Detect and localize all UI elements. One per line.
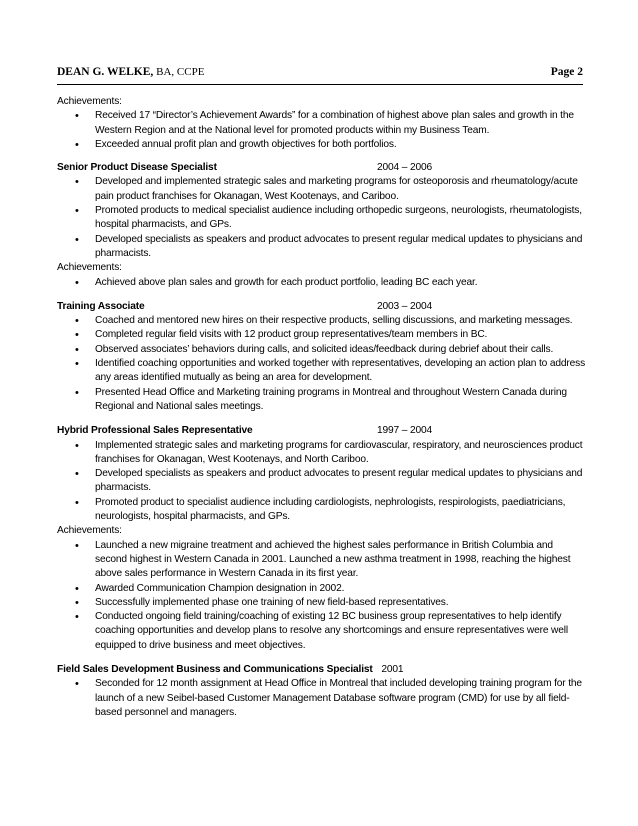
list-item: • Developed specialists as speakers and product advocates to present regular medical updates to physicians and pharmacists.	[95, 467, 587, 496]
list-item: • Implemented strategic sales and marketing programs for cardiovascular, respiratory, and neurosciences product franchises for Okanagan, West Kootenays, and North Cariboo.	[95, 439, 587, 468]
job-title: Hybrid Professional Sales Representative	[57, 425, 253, 437]
job-duties-list	[57, 175, 587, 261]
header-rule	[57, 84, 583, 85]
list-item: • Awarded Communication Champion designation in 2002.	[95, 582, 587, 596]
list-item: • Received 17 “Director’s Achievement Awards” for a combination of highest above plan sales and growth in the Western Region and at the National level for promoted products within my Business Team.	[95, 109, 587, 138]
job-title: Field Sales Development Business and Communications Specialist	[57, 663, 373, 675]
achievements-label: Achievements:	[57, 525, 122, 537]
job-achievements-list	[57, 276, 587, 290]
job-title: Training Associate	[57, 300, 145, 312]
achievements-label: Achievements:	[57, 262, 122, 274]
list-item: • Identified coaching opportunities and worked together with representatives, developing an action plan to address any areas identified mutually as being an area for development.	[95, 357, 587, 386]
list-item: • Presented Head Office and Marketing training programs in Montreal and throughout Western Canada during Regional and National sales meetings.	[95, 386, 587, 415]
header-credentials: BA, CCPE	[156, 66, 205, 78]
list-item: • Developed and implemented strategic sales and marketing programs for osteoporosis and rheumatology/acute pain product franchises for Okanagan, West Kootenays, and Cariboo.	[95, 175, 587, 204]
job-dates: 2003 – 2004	[377, 300, 433, 312]
job-title: Senior Product Disease Specialist	[57, 162, 217, 174]
list-item: • Conducted ongoing field training/coaching of existing 12 BC business group representatives to help identify coaching opportunities and develop plans to resolve any shortcomings and ensure representatives were well equipped to drive business and meet objectives.	[95, 610, 587, 653]
list-item: • Coached and mentored new hires on their respective products, selling discussions, and marketing messages.	[95, 314, 587, 328]
job-duties-list	[57, 439, 587, 525]
list-item: • Observed associates’ behaviors during calls, and solicited ideas/feedback during debrief about their calls.	[95, 343, 587, 357]
job-title-row	[57, 300, 587, 314]
list-item: • Promoted product to specialist audience including cardiologists, nephrologists, respirologists, paediatricians, neurologists, hospital pharmacists, and GPs.	[95, 496, 587, 525]
intro-achievements-list	[57, 109, 587, 152]
job-dates: 2004 – 2006	[377, 162, 433, 174]
header-name	[57, 66, 204, 78]
job-dates: 1997 – 2004	[377, 425, 433, 437]
list-item: • Completed regular field visits with 12 product group representatives/team members in BC.	[95, 328, 587, 342]
list-item: • Seconded for 12 month assignment at Head Office in Montreal that included developing training program for the launch of a new Seibel-based Customer Management Database software program (CMD) for use by all field-based personnel and managers.	[95, 677, 587, 720]
job-achievements-list	[57, 539, 587, 653]
list-item: • Successfully implemented phase one training of new field-based representatives.	[95, 596, 587, 610]
job-dates: 2001	[381, 663, 404, 675]
resume-content	[57, 95, 587, 720]
page-number: Page 2	[550, 66, 583, 78]
job-title-row	[57, 424, 587, 438]
list-item: • Achieved above plan sales and growth for each product portfolio, leading BC each year.	[95, 276, 587, 290]
achievements-label: Achievements:	[57, 96, 122, 107]
page-header	[57, 66, 583, 80]
job-duties-list	[57, 314, 587, 414]
list-item: • Exceeded annual profit plan and growth objectives for both portfolios.	[95, 138, 587, 152]
job-title-row	[57, 161, 587, 175]
job-title-row	[57, 663, 587, 677]
list-item: • Developed specialists as speakers and product advocates to present regular medical updates to physicians and pharmacists.	[95, 233, 587, 262]
name-text: DEAN G. WELKE,	[57, 66, 154, 78]
list-item: • Launched a new migraine treatment and achieved the highest sales performance in British Columbia and second highest in Western Canada in 2001. Launched a new asthma treatment in 1998, reaching the highest above sales performance in Western Canada in its first year.	[95, 539, 587, 582]
job-duties-list	[57, 677, 587, 720]
list-item: • Promoted products to medical specialist audience including orthopedic surgeons, neurologists, rheumatologists, hospital pharmacists, and GPs.	[95, 204, 587, 233]
